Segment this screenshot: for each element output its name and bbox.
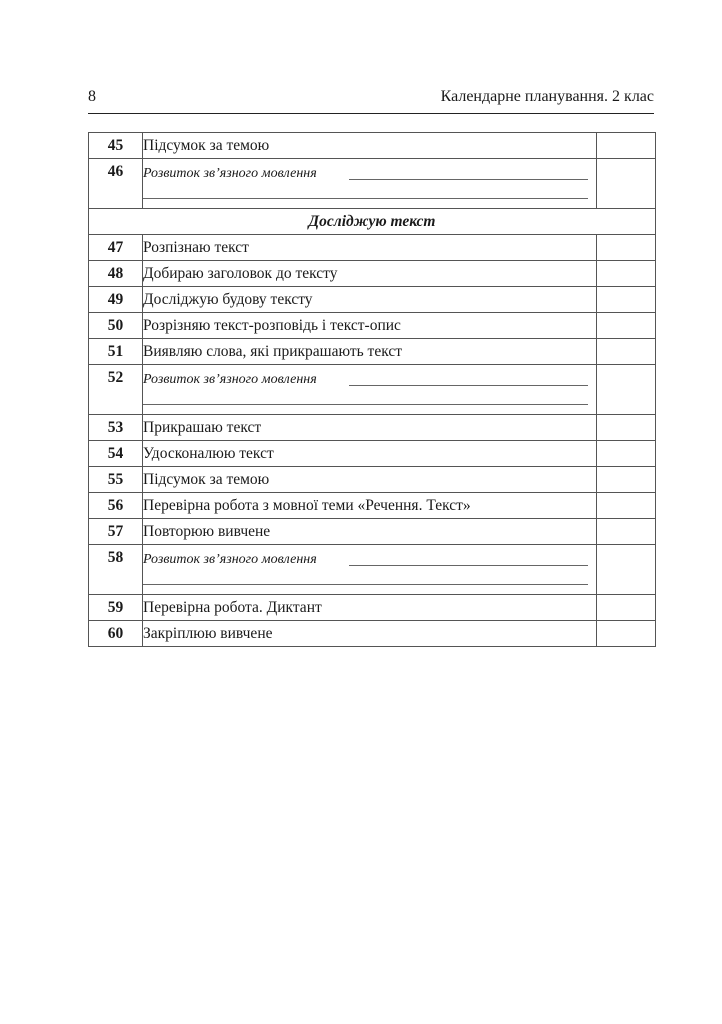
lesson-row	[89, 133, 656, 159]
date-cell	[597, 159, 656, 209]
lesson-topic: Розрізняю текст-розповідь і текст-опис	[143, 313, 597, 339]
lesson-row	[89, 441, 656, 467]
date-cell	[597, 235, 656, 261]
lesson-topic: Перевірна робота з мовної теми «Речення. Текст»	[143, 493, 597, 519]
page-header	[88, 87, 654, 114]
lesson-number: 48	[89, 261, 143, 287]
lesson-plan-table	[88, 132, 656, 647]
date-cell	[597, 595, 656, 621]
lesson-row	[89, 415, 656, 441]
lesson-row	[89, 287, 656, 313]
lesson-topic: Виявляю слова, які прикрашають текст	[143, 339, 597, 365]
lesson-row	[89, 493, 656, 519]
lesson-row	[89, 235, 656, 261]
date-cell	[597, 545, 656, 595]
lesson-topic: Розвиток зв’язного мовлення	[143, 166, 317, 181]
fill-in-line	[349, 179, 588, 180]
fill-in-line	[349, 385, 588, 386]
lesson-row	[89, 339, 656, 365]
lesson-topic-cell	[143, 545, 597, 595]
lesson-plan-body	[89, 133, 656, 647]
fill-in-line	[143, 404, 588, 405]
fill-in-line	[143, 198, 588, 199]
date-cell	[597, 313, 656, 339]
lesson-number: 50	[89, 313, 143, 339]
fill-in-line	[143, 584, 588, 585]
date-cell	[597, 365, 656, 415]
lesson-number: 52	[89, 365, 143, 415]
lesson-number: 56	[89, 493, 143, 519]
fill-in-line	[349, 565, 588, 566]
development-lesson-row	[89, 159, 656, 209]
development-entry	[143, 547, 596, 592]
lesson-topic-cell	[143, 159, 597, 209]
lesson-row	[89, 261, 656, 287]
lesson-number: 49	[89, 287, 143, 313]
lesson-topic-cell	[143, 365, 597, 415]
lesson-topic: Перевірна робота. Диктант	[143, 595, 597, 621]
lesson-number: 54	[89, 441, 143, 467]
date-cell	[597, 133, 656, 159]
lesson-row	[89, 313, 656, 339]
date-cell	[597, 441, 656, 467]
lesson-number: 58	[89, 545, 143, 595]
date-cell	[597, 621, 656, 647]
section-title: Досліджую текст	[89, 209, 656, 235]
lesson-topic: Добираю заголовок до тексту	[143, 261, 597, 287]
lesson-topic: Повторюю вивчене	[143, 519, 597, 545]
lesson-topic: Підсумок за темою	[143, 133, 597, 159]
lesson-topic: Закріплюю вивчене	[143, 621, 597, 647]
lesson-row	[89, 519, 656, 545]
lesson-number: 59	[89, 595, 143, 621]
lesson-number: 57	[89, 519, 143, 545]
running-title: Календарне планування. 2 клас	[440, 88, 654, 105]
date-cell	[597, 519, 656, 545]
lesson-row	[89, 595, 656, 621]
development-entry	[143, 367, 596, 412]
section-heading-row	[89, 209, 656, 235]
lesson-topic: Підсумок за темою	[143, 467, 597, 493]
lesson-number: 46	[89, 159, 143, 209]
lesson-number: 47	[89, 235, 143, 261]
lesson-number: 45	[89, 133, 143, 159]
lesson-row	[89, 467, 656, 493]
date-cell	[597, 467, 656, 493]
date-cell	[597, 287, 656, 313]
lesson-topic: Розвиток зв’язного мовлення	[143, 372, 317, 387]
date-cell	[597, 261, 656, 287]
lesson-number: 53	[89, 415, 143, 441]
date-cell	[597, 415, 656, 441]
lesson-number: 60	[89, 621, 143, 647]
lesson-topic: Розвиток зв’язного мовлення	[143, 552, 317, 567]
development-lesson-row	[89, 545, 656, 595]
lesson-number: 51	[89, 339, 143, 365]
date-cell	[597, 339, 656, 365]
lesson-row	[89, 621, 656, 647]
lesson-topic: Прикрашаю текст	[143, 415, 597, 441]
date-cell	[597, 493, 656, 519]
lesson-topic: Удосконалюю текст	[143, 441, 597, 467]
page-number: 8	[88, 88, 96, 105]
development-lesson-row	[89, 365, 656, 415]
development-entry	[143, 161, 596, 206]
lesson-number: 55	[89, 467, 143, 493]
lesson-topic: Розпізнаю текст	[143, 235, 597, 261]
lesson-topic: Досліджую будову тексту	[143, 287, 597, 313]
